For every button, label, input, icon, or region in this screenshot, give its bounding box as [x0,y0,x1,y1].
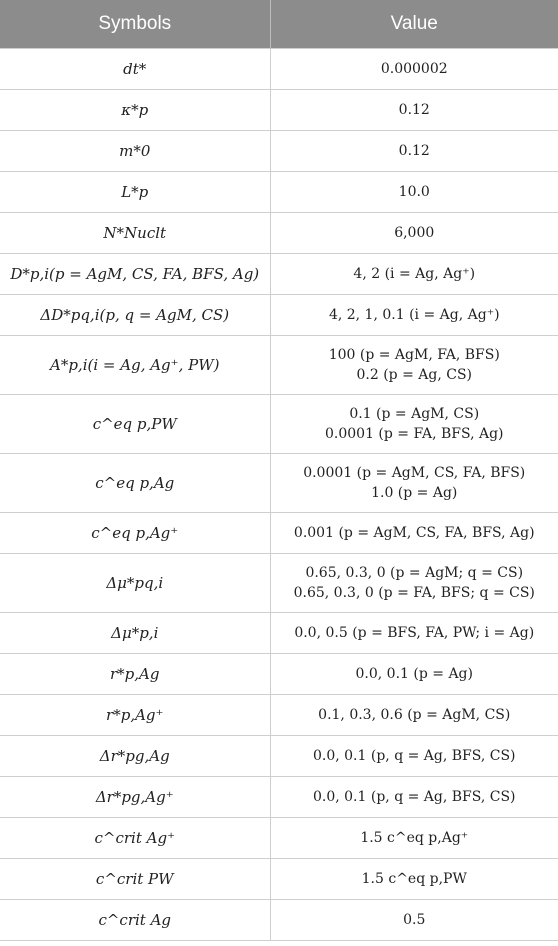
value-line: 0.001 (p = AgM, CS, FA, BFS, Ag) [293,525,535,541]
value-line: 0.12 [398,102,430,118]
symbol-cell: c^eq p,Ag [0,454,270,513]
value-cell [270,254,558,295]
table-row [0,859,558,900]
value-cell [270,777,558,818]
table-row [0,213,558,254]
value-line: 0.65, 0.3, 0 (p = AgM; q = CS) [305,565,524,581]
value-line: 1.5 c^eq p,Ag⁺ [360,830,469,846]
value-line: 0.12 [398,143,430,159]
value-line: 0.65, 0.3, 0 (p = FA, BFS; q = CS) [293,585,535,601]
value-line: 0.1, 0.3, 0.6 (p = AgM, CS) [318,707,511,723]
symbol-cell: ΔD*pq,i(p, q = AgM, CS) [0,295,270,336]
value-line: 0.0001 (p = AgM, CS, FA, BFS) [303,465,526,481]
table-row [0,395,558,454]
table-row [0,900,558,941]
value-line: 10.0 [398,184,430,200]
table-body [0,49,558,941]
symbol-cell: D*p,i(p = AgM, CS, FA, BFS, Ag) [0,254,270,295]
value-line: 0.1 (p = AgM, CS) [349,406,480,422]
value-line: 0.0, 0.1 (p = Ag) [355,666,473,682]
value-line: 6,000 [394,225,435,241]
table-row [0,777,558,818]
value-line: 4, 2, 1, 0.1 (i = Ag, Ag⁺) [328,307,500,323]
value-cell [270,900,558,941]
table-row [0,736,558,777]
table-row [0,172,558,213]
table-row [0,654,558,695]
table-row [0,818,558,859]
value-line: 0.0001 (p = FA, BFS, Ag) [324,426,504,442]
table-row [0,90,558,131]
value-cell [270,554,558,613]
value-cell [270,90,558,131]
table-row [0,336,558,395]
value-cell [270,454,558,513]
symbol-cell: Δμ*pq,i [0,554,270,613]
table-row [0,554,558,613]
symbol-cell: m*0 [0,131,270,172]
value-cell [270,736,558,777]
value-cell [270,131,558,172]
value-cell [270,172,558,213]
value-line: 0.2 (p = Ag, CS) [356,367,472,383]
symbol-cell: Δμ*p,i [0,613,270,654]
value-cell [270,513,558,554]
value-line: 0.5 [403,912,426,928]
table-row [0,254,558,295]
value-cell [270,818,558,859]
symbol-cell: c^eq p,PW [0,395,270,454]
value-line: 0.0, 0.5 (p = BFS, FA, PW; i = Ag) [294,625,535,641]
symbol-cell: Δr*pg,Ag [0,736,270,777]
value-line: 1.0 (p = Ag) [371,485,458,501]
symbol-cell: Δr*pg,Ag⁺ [0,777,270,818]
symbol-cell: c^eq p,Ag⁺ [0,513,270,554]
symbol-cell: c^crit Ag [0,900,270,941]
table-row [0,49,558,90]
value-line: 0.000002 [380,61,448,77]
value-line: 4, 2 (i = Ag, Ag⁺) [353,266,476,282]
value-cell [270,695,558,736]
value-cell [270,213,558,254]
value-cell [270,654,558,695]
value-cell [270,859,558,900]
table-row [0,695,558,736]
symbol-cell: N*Nuclt [0,213,270,254]
symbol-cell: A*p,i(i = Ag, Ag⁺, PW) [0,336,270,395]
value-cell [270,613,558,654]
symbol-cell: r*p,Ag [0,654,270,695]
table-row [0,613,558,654]
value-line: 0.0, 0.1 (p, q = Ag, BFS, CS) [312,748,516,764]
symbol-cell: c^crit PW [0,859,270,900]
table-row [0,131,558,172]
symbol-cell: c^crit Ag⁺ [0,818,270,859]
header-value: Value [270,0,558,49]
value-line: 1.5 c^eq p,PW [361,871,467,887]
table-row [0,454,558,513]
symbol-cell: L*p [0,172,270,213]
header-symbols: Symbols [0,0,270,49]
table-row [0,513,558,554]
symbol-cell: dt* [0,49,270,90]
value-cell [270,49,558,90]
value-cell [270,336,558,395]
value-line: 0.0, 0.1 (p, q = Ag, BFS, CS) [312,789,516,805]
table-row [0,295,558,336]
value-cell [270,295,558,336]
value-line: 100 (p = AgM, FA, BFS) [328,347,500,363]
symbol-cell: κ*p [0,90,270,131]
symbol-cell: r*p,Ag⁺ [0,695,270,736]
value-cell [270,395,558,454]
header-row [0,0,558,49]
